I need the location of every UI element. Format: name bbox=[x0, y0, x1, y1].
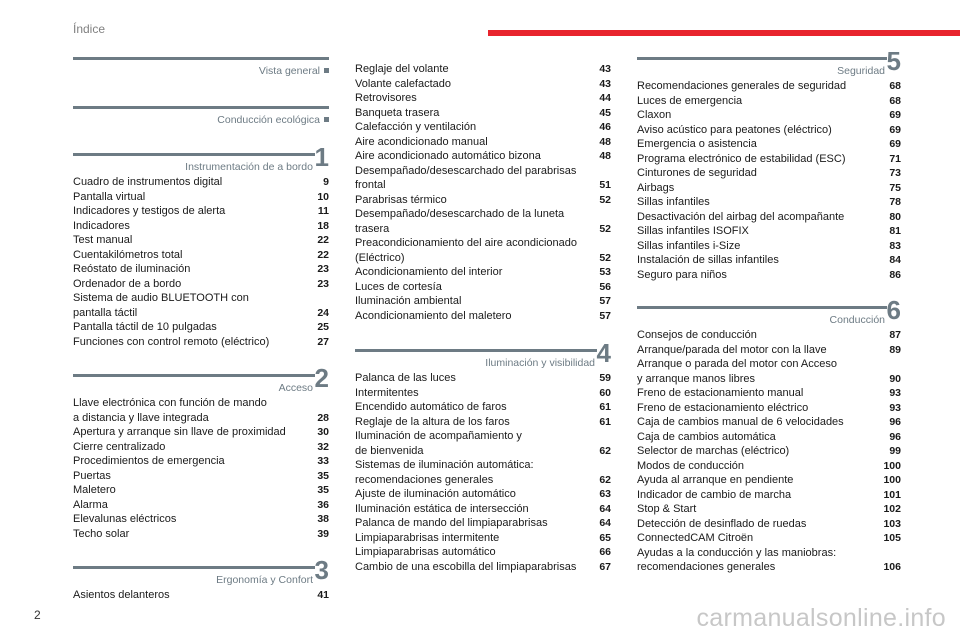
toc-entry-label: a distancia y llave integrada bbox=[73, 411, 209, 424]
toc-entry-label: Reglaje de la altura de los faros bbox=[355, 415, 510, 428]
toc-entry-page: 68 bbox=[889, 80, 901, 92]
toc-entry-page: 23 bbox=[317, 277, 329, 290]
toc-entry-page: 62 bbox=[599, 473, 611, 486]
toc-entry-label: recomendaciones generales bbox=[637, 561, 776, 573]
toc-entry-label: Acondicionamiento del interior bbox=[355, 266, 503, 278]
toc-entry[interactable] bbox=[73, 190, 329, 205]
toc-entry[interactable] bbox=[355, 77, 611, 92]
section-title: Seguridad bbox=[837, 65, 885, 77]
toc-entry-label: Luces de cortesía bbox=[355, 280, 442, 293]
section-rule bbox=[355, 349, 597, 352]
toc-entry[interactable] bbox=[637, 560, 901, 575]
section-items bbox=[73, 396, 329, 541]
toc-entry-label: Desempañado/desescarchado del parabrisas bbox=[355, 164, 577, 177]
toc-entry-page: 102 bbox=[883, 503, 901, 515]
section-title-link[interactable] bbox=[73, 113, 329, 127]
toc-entry[interactable] bbox=[637, 531, 901, 546]
toc-entry[interactable] bbox=[637, 239, 901, 254]
toc-entry[interactable] bbox=[355, 135, 611, 150]
section-number: 1 bbox=[314, 142, 329, 172]
toc-entry-page: 89 bbox=[889, 343, 901, 356]
toc-entry-page: 52 bbox=[599, 193, 611, 206]
toc-entry-page: 45 bbox=[599, 106, 611, 119]
toc-entry-page: 35 bbox=[317, 484, 329, 496]
toc-entry-label: Intermitentes bbox=[355, 386, 419, 399]
toc-entry-page: 27 bbox=[317, 335, 329, 348]
toc-entry-page: 93 bbox=[889, 401, 901, 414]
toc-entry-label: Cuentakilómetros total bbox=[73, 248, 183, 261]
toc-entry-page: 22 bbox=[317, 248, 329, 261]
section-title: Iluminación y visibilidad bbox=[485, 357, 595, 369]
toc-entry-label: Consejos de conducción bbox=[637, 329, 757, 341]
toc-entry[interactable] bbox=[637, 152, 901, 167]
toc-entry-page: 84 bbox=[889, 254, 901, 266]
toc-entry[interactable] bbox=[355, 265, 611, 280]
toc-entry-label: Instalación de sillas infantiles bbox=[637, 254, 779, 266]
toc-entry-label: Detección de desinflado de ruedas bbox=[637, 517, 807, 530]
toc-entry[interactable] bbox=[355, 473, 611, 488]
toc-entry-label: Sillas infantiles bbox=[637, 196, 710, 208]
toc-entry-page: 30 bbox=[317, 426, 329, 438]
toc-entry-page: 106 bbox=[883, 561, 901, 573]
toc-entry[interactable] bbox=[355, 193, 611, 208]
toc-entry-page: 66 bbox=[599, 546, 611, 558]
toc-entry-label: Luces de emergencia bbox=[637, 94, 743, 107]
toc-entry-page: 61 bbox=[599, 401, 611, 413]
toc-entry-page: 10 bbox=[317, 190, 329, 203]
toc-entry[interactable] bbox=[637, 328, 901, 343]
toc-entry-label: Apertura y arranque sin llave de proximidad bbox=[73, 426, 286, 438]
toc-entry-page: 62 bbox=[599, 444, 611, 457]
toc-entry[interactable] bbox=[355, 487, 611, 502]
toc-entry-page: 63 bbox=[599, 488, 611, 500]
toc-entry-label: Aire acondicionado automático bizona bbox=[355, 150, 541, 162]
toc-entry-page: 52 bbox=[599, 251, 611, 264]
toc-entry-page: 73 bbox=[889, 167, 901, 179]
toc-entry[interactable] bbox=[637, 546, 901, 561]
toc-entry-label: Pantalla táctil de 10 pulgadas bbox=[73, 321, 217, 333]
toc-entry-label: Arranque o parada del motor con Acceso bbox=[637, 358, 837, 370]
toc-entry-page: 51 bbox=[599, 179, 611, 191]
section-title: Ergonomía y Confort bbox=[216, 574, 313, 586]
toc-entry[interactable] bbox=[637, 401, 901, 416]
toc-entry-page: 105 bbox=[883, 532, 901, 544]
section-vista-general bbox=[73, 54, 329, 78]
toc-entry[interactable] bbox=[355, 207, 611, 222]
toc-entry[interactable] bbox=[73, 483, 329, 498]
toc-entry-page: 96 bbox=[889, 416, 901, 428]
section-conduccion-ecologica bbox=[73, 103, 329, 127]
section-number: 6 bbox=[886, 295, 901, 325]
toc-entry-label: Parabrisas térmico bbox=[355, 193, 447, 206]
toc-entry[interactable] bbox=[355, 120, 611, 135]
toc-entry[interactable] bbox=[355, 560, 611, 575]
section-title: Instrumentación de a bordo bbox=[185, 161, 313, 173]
toc-entry[interactable] bbox=[355, 458, 611, 473]
toc-entry[interactable] bbox=[73, 262, 329, 277]
toc-entry-label: Banqueta trasera bbox=[355, 106, 440, 119]
toc-entry[interactable] bbox=[355, 400, 611, 415]
toc-entry-label: Test manual bbox=[73, 234, 133, 246]
toc-entry-page: 35 bbox=[317, 469, 329, 482]
toc-entry-page: 39 bbox=[317, 527, 329, 540]
toc-entry-label: Claxon bbox=[637, 109, 672, 121]
toc-entry-page: 67 bbox=[599, 560, 611, 573]
watermark-text: carmanualsonline.info bbox=[696, 604, 946, 632]
toc-entry-label: de bienvenida bbox=[355, 444, 424, 457]
toc-entry[interactable] bbox=[637, 415, 901, 430]
toc-entry-label: Indicador de cambio de marcha bbox=[637, 488, 792, 501]
section-rule bbox=[73, 566, 315, 569]
toc-entry[interactable] bbox=[73, 175, 329, 190]
toc-entry-page: 57 bbox=[599, 309, 611, 322]
section-rule bbox=[73, 57, 329, 60]
toc-entry-page: 83 bbox=[889, 239, 901, 252]
toc-entry[interactable] bbox=[637, 210, 901, 225]
section-rule bbox=[73, 374, 315, 377]
toc-entry[interactable] bbox=[637, 224, 901, 239]
toc-entry-page: 61 bbox=[599, 415, 611, 428]
toc-entry[interactable] bbox=[637, 123, 901, 138]
section-title: Acceso bbox=[278, 382, 313, 394]
toc-entry[interactable] bbox=[355, 280, 611, 295]
section-items bbox=[637, 328, 901, 575]
toc-entry[interactable] bbox=[73, 440, 329, 455]
toc-entry-label: Ayuda al arranque en pendiente bbox=[637, 474, 794, 486]
toc-entry-label: Freno de estacionamiento eléctrico bbox=[637, 401, 809, 414]
toc-entry-page: 36 bbox=[317, 498, 329, 511]
toc-entry-page: 87 bbox=[889, 329, 901, 341]
toc-entry[interactable] bbox=[73, 335, 329, 350]
toc-column-3 bbox=[637, 46, 901, 575]
toc-entry[interactable] bbox=[637, 195, 901, 210]
toc-entry[interactable] bbox=[73, 498, 329, 513]
toc-entry-label: Caja de cambios automática bbox=[637, 430, 776, 443]
toc-entry-page: 43 bbox=[599, 77, 611, 90]
toc-entry-page: 78 bbox=[889, 196, 901, 208]
toc-entry-page: 32 bbox=[317, 440, 329, 453]
toc-entry-page: 65 bbox=[599, 531, 611, 544]
toc-entry-label: Ajuste de iluminación automático bbox=[355, 488, 516, 500]
toc-entry-label: pantalla táctil bbox=[73, 306, 138, 319]
toc-entry-label: Cierre centralizado bbox=[73, 440, 166, 453]
toc-entry[interactable] bbox=[73, 233, 329, 248]
toc-entry-page: 81 bbox=[889, 225, 901, 237]
toc-entry-label: Indicadores y testigos de alerta bbox=[73, 205, 226, 217]
toc-entry-label: Procedimientos de emergencia bbox=[73, 455, 225, 467]
toc-entry[interactable] bbox=[637, 444, 901, 459]
toc-entry[interactable] bbox=[637, 253, 901, 268]
section-ergonomia bbox=[73, 555, 329, 603]
toc-entry-label: Iluminación ambiental bbox=[355, 295, 462, 307]
section-seguridad bbox=[637, 46, 901, 282]
toc-entry[interactable] bbox=[637, 517, 901, 532]
toc-entry[interactable] bbox=[355, 386, 611, 401]
section-rule bbox=[637, 57, 887, 60]
toc-entry-label: y arranque manos libres bbox=[637, 372, 756, 385]
toc-entry-label: Aviso acústico para peatones (eléctrico) bbox=[637, 123, 832, 136]
toc-entry-page: 69 bbox=[889, 138, 901, 150]
toc-entry-page: 41 bbox=[317, 589, 329, 601]
toc-entry[interactable] bbox=[73, 277, 329, 292]
toc-entry-label: Puertas bbox=[73, 469, 111, 482]
toc-entry[interactable] bbox=[637, 343, 901, 358]
toc-entry-page: 80 bbox=[889, 210, 901, 223]
toc-entry-label: Cuadro de instrumentos digital bbox=[73, 176, 223, 188]
toc-entry[interactable] bbox=[637, 181, 901, 196]
page-number: 2 bbox=[34, 608, 41, 622]
toc-entry[interactable] bbox=[637, 79, 901, 94]
toc-entry-page: 69 bbox=[889, 109, 901, 121]
toc-entry[interactable] bbox=[637, 94, 901, 109]
section-title: Conducción bbox=[829, 314, 885, 326]
toc-entry-label: Airbags bbox=[637, 181, 675, 194]
toc-entry-label: Cinturones de seguridad bbox=[637, 167, 757, 179]
toc-entry-label: Reglaje del volante bbox=[355, 63, 449, 75]
toc-entry[interactable] bbox=[355, 516, 611, 531]
toc-entry[interactable] bbox=[73, 588, 329, 603]
toc-entry-label: Funciones con control remoto (eléctrico) bbox=[73, 335, 270, 348]
toc-entry-label: Caja de cambios manual de 6 velocidades bbox=[637, 416, 844, 428]
toc-entry[interactable] bbox=[637, 166, 901, 181]
toc-entry-page: 22 bbox=[317, 234, 329, 246]
toc-entry[interactable] bbox=[355, 222, 611, 237]
toc-entry-page: 43 bbox=[599, 63, 611, 75]
toc-entry[interactable] bbox=[637, 372, 901, 387]
toc-entry-label: (Eléctrico) bbox=[355, 251, 405, 264]
toc-entry[interactable] bbox=[73, 411, 329, 426]
toc-entry-label: Sillas infantiles ISOFIX bbox=[637, 225, 749, 237]
toc-entry-label: Encendido automático de faros bbox=[355, 401, 507, 413]
toc-entry-label: Preacondicionamiento del aire acondicionado bbox=[355, 237, 577, 249]
toc-entry-label: Palanca de las luces bbox=[355, 372, 456, 384]
toc-entry-page: 100 bbox=[883, 459, 901, 472]
toc-entry[interactable] bbox=[355, 62, 611, 77]
toc-entry[interactable] bbox=[637, 473, 901, 488]
toc-entry[interactable] bbox=[73, 320, 329, 335]
toc-entry-page: 11 bbox=[317, 205, 329, 217]
section-items bbox=[73, 175, 329, 349]
toc-entry[interactable] bbox=[355, 545, 611, 560]
toc-entry-page: 28 bbox=[317, 411, 329, 424]
toc-entry-page: 24 bbox=[317, 306, 329, 319]
toc-entry[interactable] bbox=[355, 531, 611, 546]
toc-entry-page: 71 bbox=[889, 152, 901, 165]
toc-entry-page: 93 bbox=[889, 387, 901, 399]
section-number: 2 bbox=[314, 363, 329, 393]
toc-entry-label: Aire acondicionado manual bbox=[355, 135, 488, 148]
toc-entry-page: 69 bbox=[889, 123, 901, 136]
square-bullet-icon bbox=[324, 68, 329, 73]
toc-entry[interactable] bbox=[73, 219, 329, 234]
toc-entry-page: 59 bbox=[599, 372, 611, 384]
square-bullet-icon bbox=[324, 117, 329, 122]
section-rule bbox=[73, 106, 329, 109]
toc-entry-page: 44 bbox=[599, 92, 611, 104]
toc-entry-label: Desactivación del airbag del acompañante bbox=[637, 210, 845, 223]
toc-entry[interactable] bbox=[355, 149, 611, 164]
toc-entry[interactable] bbox=[73, 454, 329, 469]
toc-entry-label: Emergencia o asistencia bbox=[637, 138, 757, 150]
toc-entry-page: 86 bbox=[889, 268, 901, 281]
toc-entry-label: Retrovisores bbox=[355, 92, 417, 104]
toc-entry[interactable] bbox=[73, 425, 329, 440]
toc-entry-page: 23 bbox=[317, 263, 329, 275]
toc-entry-label: Calefacción y ventilación bbox=[355, 121, 477, 133]
toc-entry[interactable] bbox=[637, 430, 901, 445]
toc-entry-page: 60 bbox=[599, 386, 611, 399]
toc-entry-label: Pantalla virtual bbox=[73, 190, 146, 203]
toc-entry-label: Sistemas de iluminación automática: bbox=[355, 459, 534, 471]
toc-entry[interactable] bbox=[73, 469, 329, 484]
toc-entry-page: 46 bbox=[599, 121, 611, 133]
toc-entry[interactable] bbox=[73, 204, 329, 219]
section-conduccion bbox=[637, 295, 901, 575]
section-instrumentacion bbox=[73, 142, 329, 349]
section-items bbox=[355, 371, 611, 574]
toc-entry-page: 33 bbox=[317, 455, 329, 467]
section-title-link[interactable] bbox=[73, 64, 329, 78]
toc-entry-page: 64 bbox=[599, 517, 611, 529]
section-items bbox=[637, 79, 901, 282]
toc-entry[interactable] bbox=[355, 309, 611, 324]
section-number: 5 bbox=[886, 46, 901, 76]
toc-entry-label: Iluminación estática de intersección bbox=[355, 502, 529, 515]
section-acceso bbox=[73, 363, 329, 541]
toc-entry[interactable] bbox=[637, 137, 901, 152]
toc-entry-label: Ordenador de a bordo bbox=[73, 277, 182, 290]
toc-entry[interactable] bbox=[73, 306, 329, 321]
toc-entry-page: 52 bbox=[599, 222, 611, 235]
toc-entry-label: Modos de conducción bbox=[637, 459, 745, 472]
toc-entry-page: 25 bbox=[317, 321, 329, 333]
toc-entry[interactable] bbox=[637, 357, 901, 372]
toc-entry[interactable] bbox=[637, 502, 901, 517]
toc-entry[interactable] bbox=[355, 294, 611, 309]
section-title: Conducción ecológica bbox=[217, 114, 320, 126]
toc-entry-page: 9 bbox=[323, 176, 329, 188]
toc-entry-label: Palanca de mando del limpiaparabrisas bbox=[355, 517, 548, 529]
toc-entry[interactable] bbox=[355, 106, 611, 121]
toc-entry-label: Sillas infantiles i-Size bbox=[637, 239, 741, 252]
toc-entry[interactable] bbox=[355, 91, 611, 106]
section-items bbox=[73, 588, 329, 603]
toc-entry-page: 48 bbox=[599, 135, 611, 148]
toc-column-2 bbox=[355, 61, 611, 574]
section-items-continued bbox=[355, 62, 611, 323]
toc-entry[interactable] bbox=[637, 268, 901, 283]
toc-entry-label: Recomendaciones generales de seguridad bbox=[637, 80, 847, 92]
toc-entry[interactable] bbox=[637, 488, 901, 503]
section-number: 3 bbox=[314, 555, 329, 585]
toc-entry-label: Selector de marchas (eléctrico) bbox=[637, 445, 790, 457]
toc-entry-page: 56 bbox=[599, 280, 611, 293]
toc-entry-label: Sistema de audio BLUETOOTH con bbox=[73, 292, 249, 304]
header-accent-bar bbox=[488, 30, 960, 36]
toc-entry-label: Maletero bbox=[73, 484, 116, 496]
toc-entry-label: Techo solar bbox=[73, 527, 130, 540]
toc-entry[interactable] bbox=[355, 251, 611, 266]
toc-entry-page: 99 bbox=[889, 445, 901, 457]
toc-entry[interactable] bbox=[73, 248, 329, 263]
toc-entry-label: Programa electrónico de estabilidad (ESC) bbox=[637, 152, 846, 165]
toc-entry[interactable] bbox=[355, 429, 611, 444]
toc-entry-label: Alarma bbox=[73, 498, 108, 511]
toc-entry-label: Reóstato de iluminación bbox=[73, 263, 191, 275]
toc-entry[interactable] bbox=[637, 459, 901, 474]
toc-entry-label: Indicadores bbox=[73, 219, 130, 232]
toc-entry-label: Acondicionamiento del maletero bbox=[355, 309, 512, 322]
toc-entry-label: Llave electrónica con función de mando bbox=[73, 397, 267, 409]
toc-entry-label: Volante calefactado bbox=[355, 77, 452, 90]
toc-entry-label: Asientos delanteros bbox=[73, 589, 170, 601]
toc-entry-page: 100 bbox=[883, 474, 901, 486]
toc-entry-page: 90 bbox=[889, 372, 901, 385]
toc-entry[interactable] bbox=[355, 164, 611, 179]
toc-entry-label: Iluminación de acompañamiento y bbox=[355, 430, 522, 442]
toc-entry-page: 53 bbox=[599, 266, 611, 278]
toc-entry-page: 103 bbox=[883, 517, 901, 530]
toc-entry-page: 64 bbox=[599, 502, 611, 515]
toc-entry[interactable] bbox=[355, 371, 611, 386]
section-title: Vista general bbox=[258, 65, 320, 77]
toc-entry-page: 101 bbox=[883, 488, 901, 501]
toc-entry-label: Desempañado/desescarchado de la luneta bbox=[355, 208, 565, 220]
toc-entry-label: Stop & Start bbox=[637, 503, 697, 515]
toc-entry-label: Limpiaparabrisas intermitente bbox=[355, 531, 500, 544]
toc-entry-page: 57 bbox=[599, 295, 611, 307]
section-number: 4 bbox=[596, 338, 611, 368]
toc-entry-page: 18 bbox=[317, 219, 329, 232]
page-header-title: Índice bbox=[73, 22, 106, 36]
toc-entry-label: recomendaciones generales bbox=[355, 473, 494, 486]
toc-entry[interactable] bbox=[355, 415, 611, 430]
toc-entry-page: 48 bbox=[599, 150, 611, 162]
toc-entry-label: Elevalunas eléctricos bbox=[73, 513, 177, 525]
toc-entry-page: 75 bbox=[889, 181, 901, 194]
toc-column-1 bbox=[73, 52, 329, 603]
toc-entry[interactable] bbox=[637, 386, 901, 401]
toc-entry-label: Arranque/parada del motor con la llave bbox=[637, 343, 827, 356]
toc-entry[interactable] bbox=[73, 396, 329, 411]
toc-entry-label: frontal bbox=[355, 179, 386, 191]
toc-entry-label: Seguro para niños bbox=[637, 268, 727, 281]
toc-entry[interactable] bbox=[355, 178, 611, 193]
toc-entry-label: trasera bbox=[355, 222, 390, 235]
toc-entry-page: 68 bbox=[889, 94, 901, 107]
toc-entry-label: Limpiaparabrisas automático bbox=[355, 546, 496, 558]
toc-entry[interactable] bbox=[355, 444, 611, 459]
toc-entry-label: Freno de estacionamiento manual bbox=[637, 387, 804, 399]
section-rule bbox=[73, 153, 315, 156]
toc-entry-label: ConnectedCAM Citroën bbox=[637, 532, 754, 544]
toc-entry[interactable] bbox=[355, 236, 611, 251]
toc-entry[interactable] bbox=[355, 502, 611, 517]
toc-entry-label: Cambio de una escobilla del limpiaparabrisas bbox=[355, 560, 577, 573]
section-rule bbox=[637, 306, 887, 309]
section-iluminacion bbox=[355, 338, 611, 574]
toc-entry[interactable] bbox=[637, 108, 901, 123]
toc-entry-page: 96 bbox=[889, 430, 901, 443]
toc-entry[interactable] bbox=[73, 527, 329, 542]
toc-entry[interactable] bbox=[73, 512, 329, 527]
toc-entry-label: Ayudas a la conducción y las maniobras: bbox=[637, 546, 837, 559]
toc-entry[interactable] bbox=[73, 291, 329, 306]
toc-entry-page: 38 bbox=[317, 513, 329, 525]
